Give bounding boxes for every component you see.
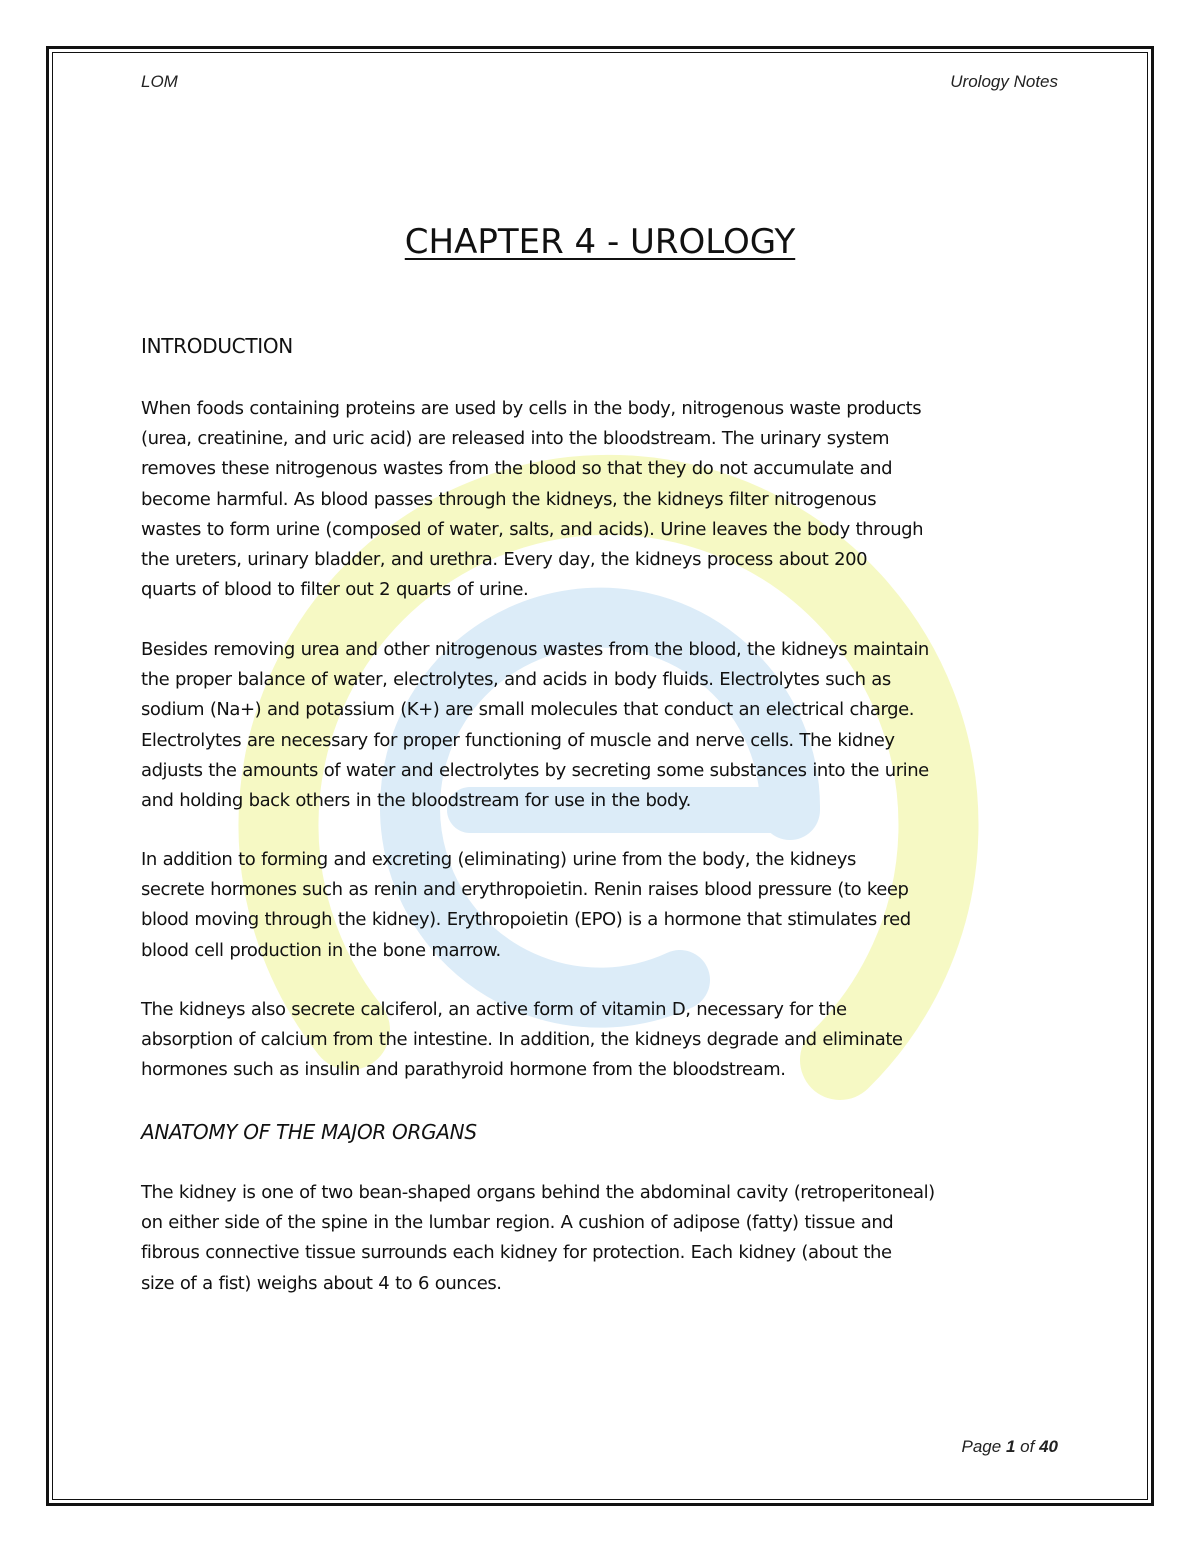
introduction-heading: INTRODUCTION <box>141 334 293 358</box>
page-number <box>962 1437 1058 1457</box>
page-of: of <box>1020 1437 1035 1456</box>
text-line: blood cell production in the bone marrow. <box>141 939 501 961</box>
text-line: the ureters, urinary bladder, and urethra. Every day, the kidneys process about 200 <box>141 549 868 571</box>
text-line: Electrolytes are necessary for proper functioning of muscle and nerve cells. The kidney <box>141 729 895 751</box>
chapter-title: CHAPTER 4 - UROLOGY <box>404 222 796 262</box>
text-line: blood moving through the kidney). Erythropoietin (EPO) is a hormone that stimulates red <box>141 909 911 931</box>
intro-paragraph <box>141 394 1066 605</box>
text-line: fibrous connective tissue surrounds each kidney for protection. Each kidney (about the <box>141 1242 892 1264</box>
text-line: absorption of calcium from the intestine. In addition, the kidneys degrade and eliminate <box>141 1029 903 1051</box>
page-current: 1 <box>1005 1437 1016 1456</box>
text-line: wastes to form urine (composed of water, salts, and acids). Urine leaves the body through <box>141 518 924 540</box>
text-line: When foods containing proteins are used by cells in the body, nitrogenous waste products <box>141 398 922 419</box>
intro-paragraph <box>141 995 1066 1086</box>
text-line: become harmful. As blood passes through the kidneys, the kidneys filter nitrogenous <box>141 488 877 510</box>
anatomy-paragraph <box>141 1178 1066 1299</box>
page-prefix: Page <box>961 1437 1002 1456</box>
text-line: on either side of the spine in the lumbar region. A cushion of adipose (fatty) tissue and <box>141 1212 894 1234</box>
intro-paragraph <box>141 845 1066 966</box>
text-line: secrete hormones such as renin and erythropoietin. Renin raises blood pressure (to keep <box>141 879 909 901</box>
text-line: (urea, creatinine, and uric acid) are released into the bloodstream. The urinary system <box>141 428 890 450</box>
text-line: size of a fist) weighs about 4 to 6 ounces. <box>141 1272 502 1294</box>
header-right-text: Urology Notes <box>950 72 1058 91</box>
anatomy-heading: ANATOMY OF THE MAJOR ORGANS <box>141 1120 477 1144</box>
text-line: removes these nitrogenous wastes from the blood so that they do not accumulate and <box>141 458 893 480</box>
text-line: sodium (Na+) and potassium (K+) are small molecules that conduct an electrical charge. <box>141 699 914 721</box>
text-line: hormones such as insulin and parathyroid hormone from the bloodstream. <box>141 1059 786 1081</box>
text-line: the proper balance of water, electrolytes, and acids in body fluids. Electrolytes such as <box>141 669 891 691</box>
intro-paragraph <box>141 635 1066 816</box>
text-line: The kidney is one of two bean-shaped organs behind the abdominal cavity (retroperitoneal) <box>141 1182 935 1203</box>
text-line: quarts of blood to filter out 2 quarts of urine. <box>141 579 529 601</box>
text-line: The kidneys also secrete calciferol, an active form of vitamin D, necessary for the <box>141 999 847 1020</box>
text-line: Besides removing urea and other nitrogenous wastes from the blood, the kidneys maintain <box>141 639 929 660</box>
text-line: and holding back others in the bloodstream for use in the body. <box>141 790 691 812</box>
page-total: 40 <box>1039 1437 1058 1456</box>
header-left-text: LOM <box>141 72 178 91</box>
text-line: adjusts the amounts of water and electrolytes by secreting some substances into the urine <box>141 759 929 781</box>
text-line: In addition to forming and excreting (eliminating) urine from the body, the kidneys <box>141 849 856 870</box>
